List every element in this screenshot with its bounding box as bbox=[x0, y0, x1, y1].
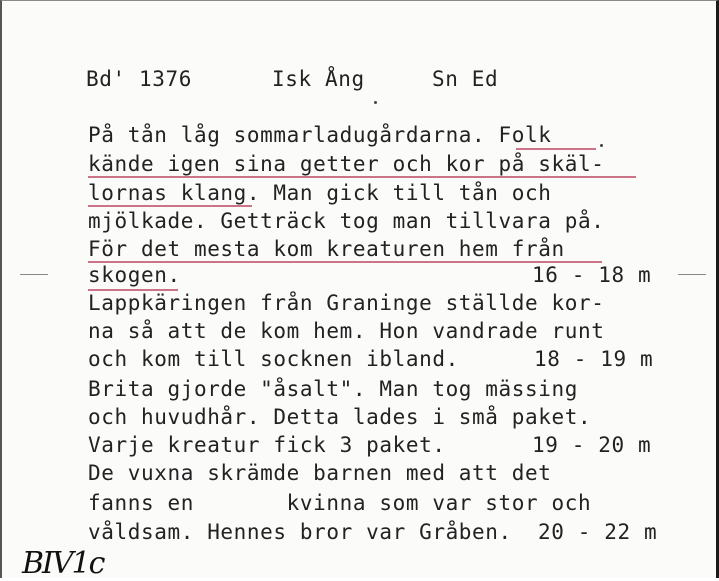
text-line: skogen. bbox=[88, 263, 181, 287]
text-line: kände igen sina getter och kor på skäl- bbox=[88, 152, 605, 176]
text-line: De vuxna skrämde barnen med att det bbox=[88, 461, 552, 485]
card-parish: Sn Ed bbox=[432, 67, 499, 91]
page-range: 18 - 19 m bbox=[534, 347, 654, 371]
underline-mark bbox=[88, 176, 636, 178]
text-line: och kom till socknen ibland. bbox=[88, 347, 459, 371]
text-line: lornas klang. Man gick till tån och bbox=[88, 181, 552, 205]
handwritten-signature: BIV1c bbox=[22, 546, 104, 581]
card-reference: Bd' 1376 bbox=[86, 67, 192, 91]
right-ruling-mark bbox=[678, 274, 706, 275]
speck bbox=[374, 101, 377, 104]
text-line: och huvudhår. Detta lades i små paket. bbox=[88, 405, 592, 429]
text-line: fanns en kvinna som var stor och bbox=[88, 491, 592, 515]
underline-mark bbox=[88, 205, 252, 207]
page-range: 19 - 20 m bbox=[532, 433, 652, 457]
text-line: Varje kreatur fick 3 paket. bbox=[88, 433, 446, 457]
text-line: Lappkäringen från Graninge ställde kor- bbox=[88, 291, 605, 315]
left-ruling-mark bbox=[20, 274, 48, 275]
underline-mark bbox=[516, 148, 596, 150]
text-line: na så att de kom hem. Hon vandrade runt bbox=[88, 319, 605, 343]
speck bbox=[600, 144, 603, 147]
underline-mark bbox=[88, 289, 178, 291]
text-line: Brita gjorde "åsalt". Man tog mässing bbox=[88, 377, 578, 401]
text-line: På tån låg sommarladugårdarna. Folk bbox=[88, 123, 552, 147]
page-range: 20 - 22 m bbox=[538, 520, 658, 544]
text-line: mjölkade. Getträck tog man tillvara på. bbox=[88, 209, 605, 233]
text-line: För det mesta kom kreaturen hem från bbox=[88, 237, 565, 261]
underline-mark bbox=[88, 261, 602, 263]
page-range: 16 - 18 m bbox=[532, 263, 652, 287]
text-line: våldsam. Hennes bror var Gråben. bbox=[88, 520, 512, 544]
card-category: Isk Ång bbox=[272, 67, 365, 91]
